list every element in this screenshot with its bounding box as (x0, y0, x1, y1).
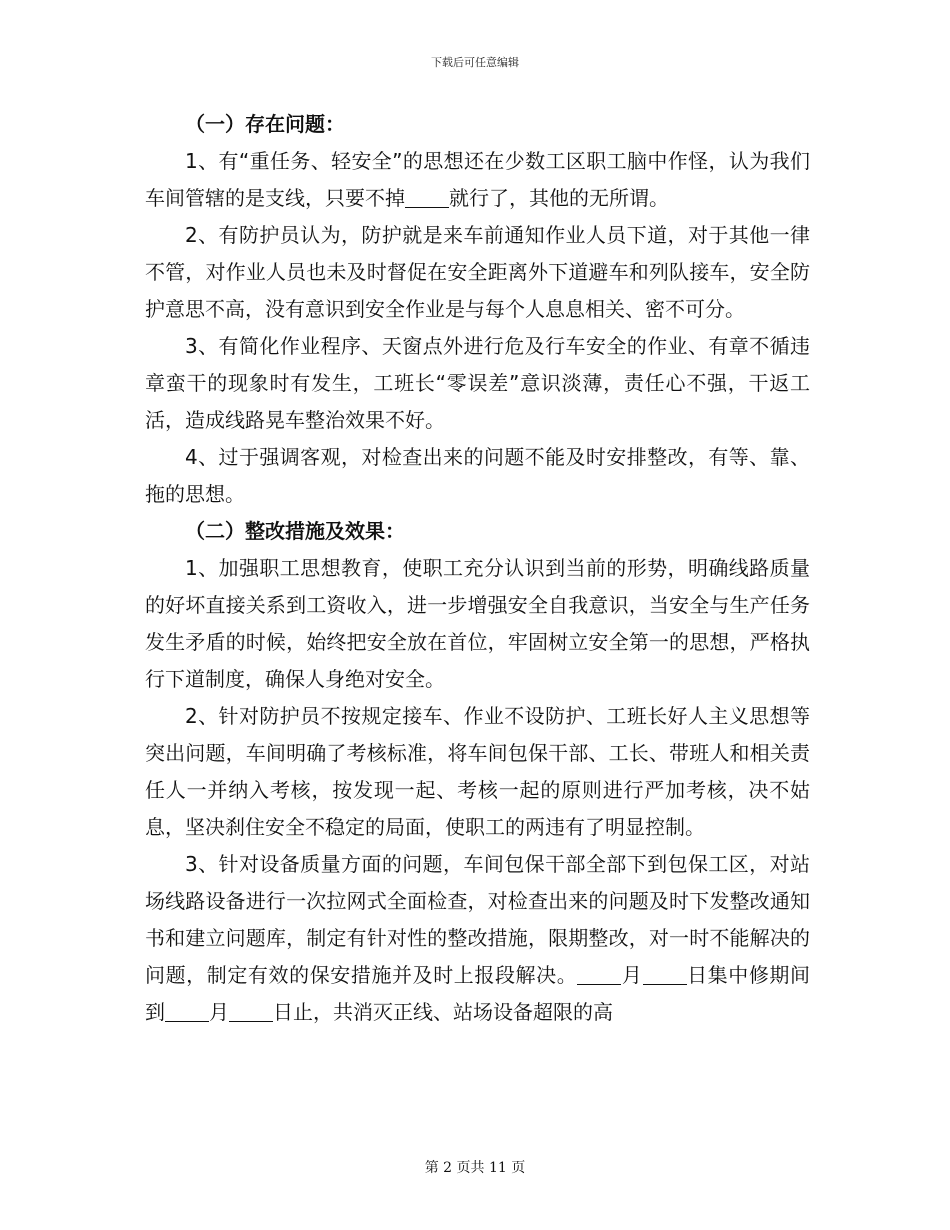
section-title-measures: （二）整改措施及效果： (185, 519, 405, 543)
paragraph-problem-2: 2、有防护员认为，防护就是来车前通知作业人员下道，对于其他一律不管，对作业人员也未及时督促在安全距离外下道避车和列队接车，安全防护意思不高，没有意识到安全作业是与每个人息息相关、密不可分。 (145, 223, 810, 321)
paragraph-measure-1: 1、加强职工思想教育，使职工充分认识到当前的形势，明确线路质量的好坏直接关系到工资收入，进一步增强安全自我意识，当安全与生产任务发生矛盾的时候，始终把安全放在首位，牢固树立安全第一的思想，严格执行下道制度，确保人身绝对安全。 (145, 556, 810, 691)
measure-3-text-c: 日集中修期间到 (145, 963, 811, 1024)
section-title-problems: （一）存在问题： (185, 112, 345, 136)
measure-3-text-e: 日止，共消灭正线、站场设备超限的高 (273, 1000, 613, 1024)
fill-blank (229, 1001, 273, 1022)
paragraph-problem-1 (145, 143, 810, 217)
measure-3-text-d: 月 (209, 1000, 229, 1024)
measure-3-text-b: 月 (621, 963, 643, 987)
problem-1-text-a: 1、有“重任务、轻安全”的思想还在少数工区职工脑中作怪，认为我们车间管辖的是支线，只要不掉 (145, 149, 810, 210)
paragraph-problem-4: 4、过于强调客观，对检查出来的问题不能及时安排整改，有等、靠、拖的思想。 (145, 445, 810, 506)
paragraph-problem-3: 3、有简化作业程序、天窗点外进行危及行车安全的作业、有章不循违章蛮干的现象时有发生，工班长“零误差”意识淡薄，责任心不强，干返工活，造成线路晃车整治效果不好。 (145, 334, 810, 432)
fill-blank (165, 1001, 209, 1022)
page-header: 下载后可任意编辑 (431, 56, 519, 69)
paragraph-measure-2: 2、针对防护员不按规定接车、作业不设防护、工班长好人主义思想等突出问题，车间明确了考核标准，将车间包保干部、工长、带班人和相关责任人一并纳入考核，按发现一起、考核一起的原则进行严加考核，决不姑息，坚决刹住安全不稳定的局面，使职工的两违有了明显控制。 (145, 704, 810, 839)
fill-blank (405, 187, 449, 208)
page-footer: 第 2 页共 11 页 (424, 1160, 526, 1176)
problem-1-text-b: 就行了，其他的无所谓。 (449, 186, 669, 210)
fill-blank (643, 964, 687, 985)
measure-3-text-a: 3、针对设备质量方面的问题，车间包保干部全部下到包保工区，对站场线路设备进行一次拉网式全面检查，对检查出来的问题及时下发整改通知书和建立问题库，制定有针对性的整改措施，限期整改，对一时不能解决的问题，制定有效的保安措施并及时上报段解决。 (145, 852, 810, 987)
document-body (145, 106, 810, 1031)
paragraph-measure-3 (145, 846, 810, 1031)
fill-blank (577, 964, 621, 985)
